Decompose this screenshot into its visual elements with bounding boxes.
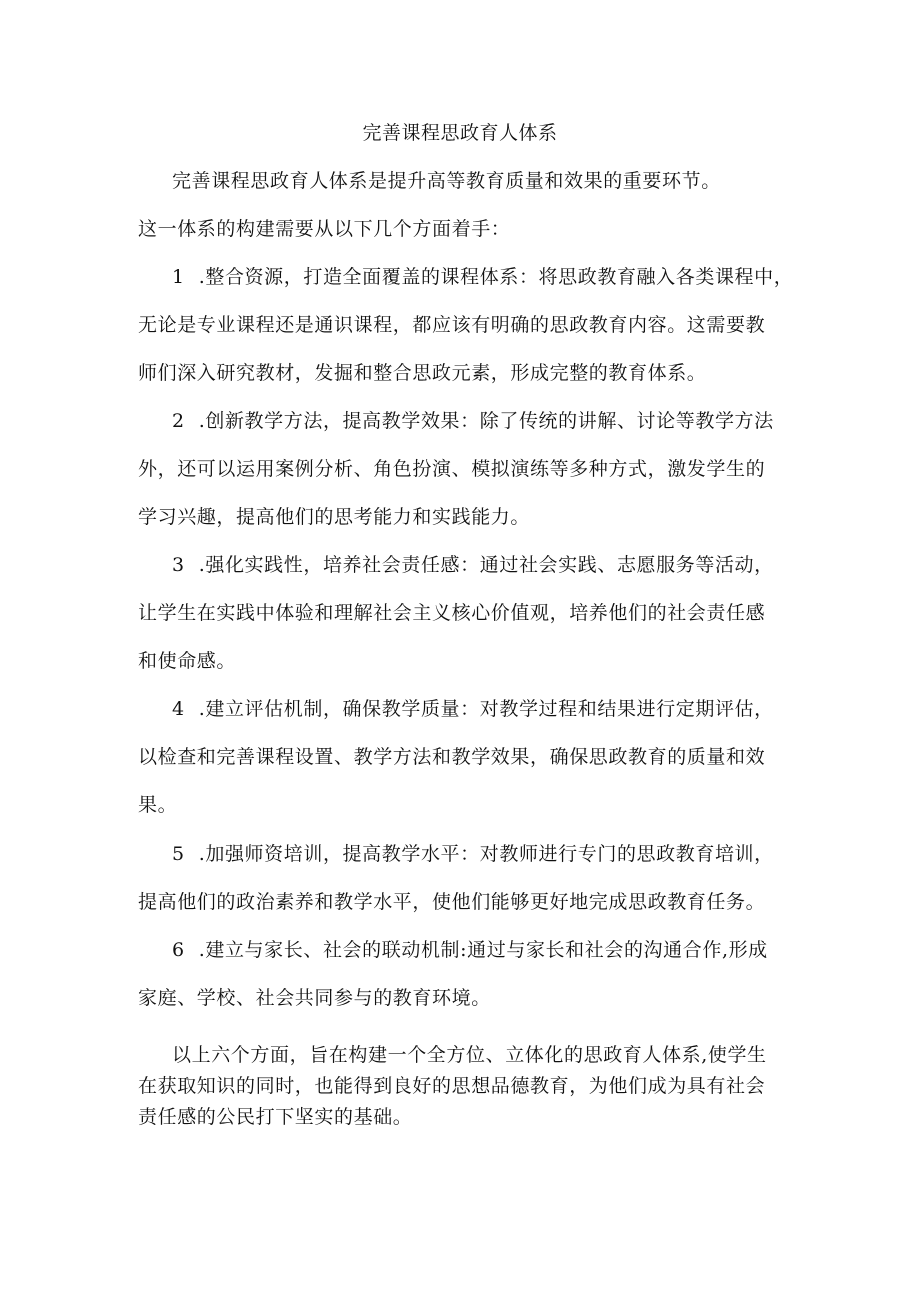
item-line: 无论是专业课程还是通识课程，都应该有明确的思政教育内容。这需要教 — [138, 314, 766, 336]
item-number: 6 — [172, 939, 185, 961]
item-line: 果。 — [138, 794, 178, 816]
item-line: 让学生在实践中体验和理解社会主义核心价值观，培养他们的社会责任感 — [138, 602, 766, 624]
list-item-6 — [138, 926, 788, 1022]
list-item-3 — [138, 541, 788, 685]
item-line: 以检查和完善课程设置、教学方法和教学效果，确保思政教育的质量和效 — [138, 746, 766, 768]
item-line: 师们深入研究教材，发掘和整合思政元素，形成完整的教育体系。 — [138, 362, 707, 384]
item-line: .创新教学方法，提高教学效果：除了传统的讲解、讨论等教学方法 — [198, 410, 774, 432]
item-line: .建立与家长、社会的联动机制:通过与家长和社会的沟通合作,形成 — [198, 939, 768, 961]
item-line: 和使命感。 — [138, 650, 237, 672]
intro-line: 完善课程思政育人体系是提升高等教育质量和效果的重要环节。 — [172, 170, 721, 192]
item-line: 提高他们的政治素养和教学水平，使他们能够更好地完成思政教育任务。 — [138, 891, 766, 913]
item-number: 3 — [172, 554, 185, 576]
intro-line: 这一体系的构建需要从以下几个方面着手： — [138, 218, 511, 240]
closing-line: 责任感的公民打下坚实的基础。 — [138, 1106, 413, 1128]
item-line: .加强师资培训，提高教学水平：对教师进行专门的思政教育培训， — [198, 843, 774, 865]
item-number: 5 — [172, 843, 185, 865]
list-item-1 — [138, 253, 794, 397]
item-number: 4 — [172, 698, 185, 720]
item-line: 学习兴趣，提高他们的思考能力和实践能力。 — [138, 506, 531, 528]
item-line: 家庭、学校、社会共同参与的教育环境。 — [138, 987, 491, 1009]
closing-paragraph — [138, 1040, 788, 1133]
document-title: 完善课程思政育人体系 — [362, 122, 558, 144]
item-line: .整合资源，打造全面覆盖的课程体系：将思政教育融入各类课程中， — [198, 266, 794, 288]
list-item-5 — [138, 830, 788, 926]
list-item-2 — [138, 397, 788, 541]
closing-line: 在获取知识的同时，也能得到良好的思想品德教育，为他们成为具有社会 — [138, 1075, 766, 1097]
item-number: 1 — [172, 266, 185, 288]
closing-line: 以上六个方面，旨在构建一个全方位、立体化的思政育人体系,使学生 — [172, 1044, 767, 1066]
item-line: 外，还可以运用案例分析、角色扮演、模拟演练等多种方式，激发学生的 — [138, 458, 766, 480]
item-number: 2 — [172, 410, 185, 432]
list-item-4 — [138, 685, 788, 829]
item-line: .建立评估机制，确保教学质量：对教学过程和结果进行定期评估， — [198, 698, 774, 720]
item-line: .强化实践性，培养社会责任感：通过社会实践、志愿服务等活动， — [198, 554, 774, 576]
intro-paragraph — [138, 157, 788, 253]
